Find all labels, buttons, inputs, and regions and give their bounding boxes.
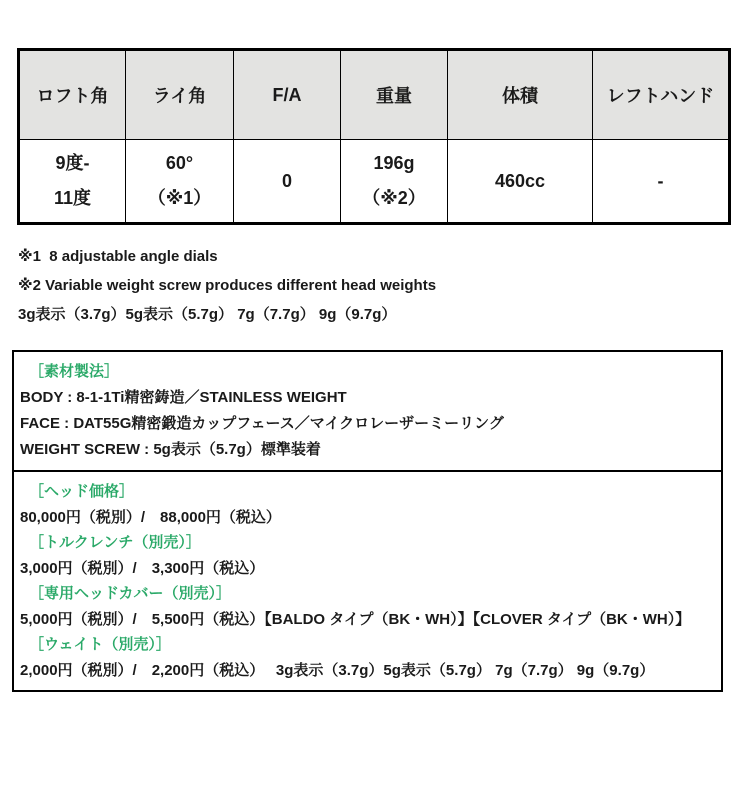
material-face-line: FACE : DAT55G精密鍛造カップフェース／マイクロレーザーミーリング	[20, 415, 504, 432]
header-left-hand: レフトハンド	[593, 50, 730, 140]
material-body-line: BODY : 8-1-1Ti精密鋳造／STAINLESS WEIGHT	[20, 389, 347, 406]
cell-lie-angle-line1: 60°	[165, 153, 194, 173]
cell-volume-line1: 460cc	[494, 170, 546, 191]
cell-left-hand	[593, 140, 730, 224]
cell-loft-angle	[19, 140, 126, 224]
torque-wrench-heading: ［トルクレンチ（別売）］	[29, 534, 201, 551]
cell-weight	[341, 140, 448, 224]
cell-weight-line1: 196g	[373, 153, 415, 173]
head-cover-heading: ［専用ヘッドカバー（別売）］	[29, 585, 232, 602]
cell-fa-line1: 0	[281, 170, 292, 191]
material-box-heading: ［素材製法］	[29, 363, 120, 380]
material-weight-screw-line: WEIGHT SCREW : 5g表示（5.7g）標準装着	[20, 441, 321, 458]
cell-fa	[234, 140, 341, 224]
price-box	[12, 470, 723, 692]
header-lie-angle: ライ角	[126, 50, 234, 140]
note-adjustable-dials: ※1 8 adjustable angle dials	[18, 248, 218, 265]
page	[0, 48, 750, 692]
note-variable-weight: ※2 Variable weight screw produces different head weights	[18, 277, 437, 294]
spec-notes	[18, 242, 750, 329]
spec-table-value-row	[19, 140, 730, 224]
cell-lie-angle-line2: （※1）	[147, 188, 212, 208]
cell-weight-line2: （※2）	[362, 188, 426, 208]
weight-option-heading: ［ウェイト（別売）］	[29, 636, 171, 653]
spec-table-header-row	[19, 50, 730, 140]
weight-option-value: 2,000円（税別）/ 2,200円（税込） 3g表示（3.7g）5g表示（5.7g） 7g（7.7g） 9g（9.7g）	[20, 661, 655, 679]
cell-volume	[448, 140, 593, 224]
material-box	[12, 350, 723, 472]
header-loft-angle: ロフト角	[19, 50, 126, 140]
torque-wrench-value: 3,000円（税別）/ 3,300円（税込）	[20, 559, 265, 577]
header-fa: F/A	[234, 50, 341, 140]
cell-lie-angle	[126, 140, 234, 224]
spec-table	[17, 48, 731, 225]
header-weight: 重量	[341, 50, 448, 140]
cell-loft-angle-line1: 9度-	[55, 153, 90, 173]
head-cover-value: 5,000円（税別）/ 5,500円（税込）【BALDO タイプ（BK・WH）】【CLOVER タイプ（BK・WH）】	[20, 610, 691, 628]
head-price-value: 80,000円（税別）/ 88,000円（税込）	[20, 508, 281, 526]
header-volume: 体積	[448, 50, 593, 140]
cell-loft-angle-line2: 11度	[53, 188, 92, 208]
note-weight-options: 3g表示（3.7g）5g表示（5.7g） 7g（7.7g） 9g（9.7g）	[18, 306, 397, 323]
head-price-heading: ［ヘッド価格］	[29, 483, 135, 500]
cell-left-hand-line1: -	[657, 170, 664, 191]
